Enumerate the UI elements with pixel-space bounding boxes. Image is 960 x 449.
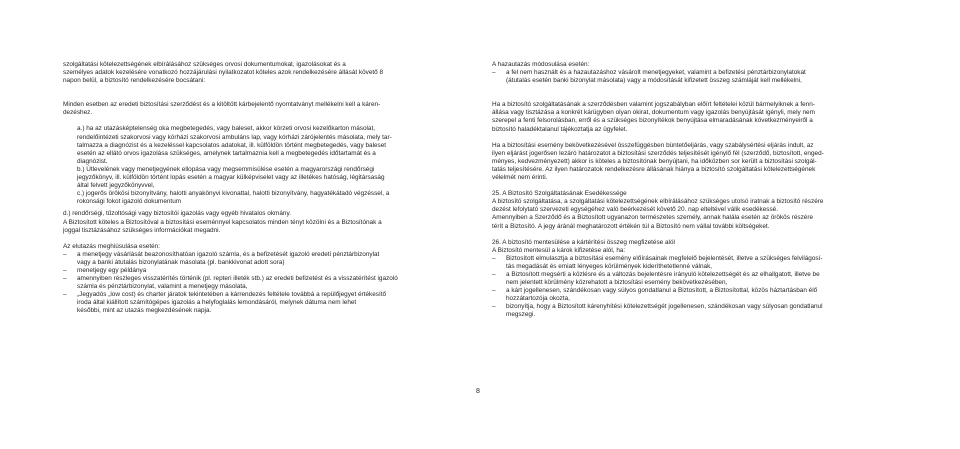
list-item-line: megszegi. bbox=[506, 311, 536, 319]
list-item-line: későbbi, mint az utazás megkezdésének napja. bbox=[77, 307, 212, 315]
list-item bbox=[492, 287, 902, 303]
item-b-line: által felvett jegyzőkönyvvel, bbox=[77, 182, 155, 190]
list-item bbox=[63, 251, 473, 267]
para-line: dezést lefolytató szervezeti egységéhez való beérkezését követő 20. nap elteltével válik esedékessé. bbox=[492, 206, 778, 214]
list-item-line: – „Jegyadós „low cost) és charter járatok tekintetében a kárrendezés feltétele továbbá a repülőjegyet értékesítő bbox=[77, 291, 387, 299]
para-line: A biztosító szolgáltatása, a szolgáltatási kötelezettségének elbírálásához szükséges utolsó iratnak a biztosító részére bbox=[492, 198, 824, 206]
list-item-line: nem jelentett körülmény közrehatott a biztosítási esemény bekövetkezésében, bbox=[506, 279, 728, 287]
page-number: 8 bbox=[476, 388, 480, 395]
list-item bbox=[492, 271, 902, 287]
intro-line: napon belül, a biztosító rendelkezésére bocsátani: bbox=[63, 77, 206, 85]
list-item-line: – Biztosított elmulasztja a biztosítási esemény előírásainak megfelelő bejelentését, illetve a szükséges felvilágosí- bbox=[506, 254, 823, 262]
list-item-line: – a Biztosított megsérti a közlésre és a változás bejelentésre irányuló kötelezettségét és az elhallgatott, illetve be bbox=[506, 270, 820, 278]
every-case-line: dezéshez. bbox=[63, 109, 93, 117]
list-item-line: számla és pénztárbizonylat, valamint a menetjegy másolata, bbox=[77, 283, 248, 291]
item-a-line: talmazza a diagnózist és a kezeléssel kapcsolatos adatokat, ill. külföldön történt megbetegedés, vagy baleset bbox=[77, 141, 387, 149]
list-item bbox=[63, 291, 473, 315]
para-line: állása vagy tisztázása a konkrét kárügyben olyan okirat, dokumentum vagy igazolás benyújtását igényli, mely nem bbox=[492, 109, 815, 117]
list-item bbox=[492, 303, 902, 319]
list-item bbox=[492, 255, 902, 271]
para-line: Ha a biztosítási esemény bekövetkezésével összefüggésben büntetőeljárás, vagy szabálysértési eljárás indult, az bbox=[492, 141, 814, 149]
para-line: vélelmét nem érinti. bbox=[492, 174, 548, 182]
para-line: szerepel a fenti felsorolásban, erről és a szükséges bizonyítékok benyújtása elmaradásának következményeiről a bbox=[492, 117, 813, 125]
para-line: térít a Biztosító. A jegy áránál meghatározott értékén túl a Biztosító nem vállal további költségeket. bbox=[492, 222, 770, 230]
list-item bbox=[63, 275, 473, 291]
section-26-title: 26. A biztosító mentesülése a kártérítési összeg megfizetése alól bbox=[492, 238, 675, 246]
list-item-line: – bizonyítja, hogy a Biztosított kárenyhítési kötelezettségét jogellenesen, szándékosan vagy súlyosan gondatlanul bbox=[506, 303, 823, 311]
intro-line: személyes adatok kezelésére vonatkozó hozzájárulási nyilatkozatot köteles azok rendelkezésére állását követő 8 bbox=[63, 69, 384, 77]
item-a-line: a.) ha az utazásképtelenség oka megbetegedés, vagy baleset, akkor körzeti orvosi kezelőkarton másolat, bbox=[77, 125, 376, 133]
right-column bbox=[492, 61, 902, 320]
list-item-line: (átutalás esetén banki bizonylat másolata) vagy a módosítását kifizetett összeg számláját kell mellékelni, bbox=[506, 77, 802, 85]
item-a bbox=[63, 125, 473, 165]
list-item-line: vagy a banki átutalás bizonylatának másolata (pl. bankkivonat adott sora) bbox=[77, 258, 285, 266]
item-b-line: b.) Útlevelének vagy menetjegyének ellopása vagy megsemmisülése esetén a magyarországi rendőrségi bbox=[77, 165, 375, 173]
item-b-line: jegyzőkönyv, ill. külföldön történt lopás esetén a magyar külképviselet vagy az illetékes hatóság, légitársaság bbox=[77, 174, 385, 182]
list-item-line: – amennyiben részleges visszatérítés történik (pl. repteri illeték stb.) az eredeti befizetést és a visszatérítést igazoló bbox=[77, 275, 398, 283]
cancellation-title: Az elutazás meghiúsulása esetén: bbox=[63, 242, 160, 250]
item-c bbox=[63, 190, 473, 206]
item-d-line: d.) rendőrségi, tűzoltósági vagy biztosítói igazolás vagy egyéb hivatalos okmány. bbox=[63, 210, 291, 218]
item-d-line: joggal tisztázásához szükséges információkat megadni. bbox=[63, 226, 221, 234]
list-item-line: iroda által kiállított számítógépes igazolás a helyfoglalás lemondásáról, melynek dátuma nem lehet bbox=[77, 299, 357, 307]
para-line: biztosító haladéktalanul tájékoztatja az ügyfelet. bbox=[492, 125, 628, 133]
list-item bbox=[492, 69, 902, 85]
list-item bbox=[63, 267, 473, 275]
every-case-line: Minden esetben az eredeti biztosítási szerződést és a kitöltött kárbejelentő nyomtatványt mellékelni kell a káren- bbox=[63, 101, 381, 109]
para-line: ilyen eljárást jogerősen lezáró határozatot a biztosítási szerződés teljesítését igénylő fél (szerződő, biztosított, enged- bbox=[492, 149, 824, 157]
section-25-title: 25. A Biztosító Szolgáltatásának Esedékessége bbox=[492, 190, 627, 198]
para-line: ményes, kedvezményezett) akkor is köteles a biztosítónak benyújtani, ha időközben sor került a biztosítási szolgál- bbox=[492, 157, 817, 165]
item-a-line: esetén az ellátó orvos igazolása szükséges, amelynek tartalmaznia kell a megbetegedés időtartamát és a bbox=[77, 149, 376, 157]
item-a-line: rendelőintézeti szakorvosi vagy kórházi szakorvosi ambuláns lap, vagy kórházi zárójelentés másolata, mely tar- bbox=[77, 133, 392, 141]
para-line: Ha a biztosító szolgáltatásának a szerződésben valamint jogszabályban előírt feltételei közül bármelyiknek a fenn- bbox=[492, 101, 815, 109]
item-b bbox=[63, 166, 473, 190]
list-item-line: tás megadását és emiatt lényeges körülmények kideríthetetlenné válnak, bbox=[506, 262, 713, 270]
item-c-line: c.) jogerős örökösi bizonyítvány, halotti anyakönyvi kivonattal, halotti bizonyítvány, hagyatékátadó végzéssel, a bbox=[77, 190, 390, 198]
list-item-line: – menetjegy egy példánya bbox=[77, 266, 147, 274]
item-d-line: A Biztosított köteles a Biztosítóval a biztosítási eseménnyel kapcsolatos minden tényt közölni és a Biztosítónak a bbox=[63, 218, 382, 226]
list-item-line: hozzátartozója okozta, bbox=[506, 295, 570, 303]
return-title: A hazautazás módosulása esetén: bbox=[492, 61, 590, 68]
para-line: tatás teljesítésére. Az ilyen határozatok rendelkezésre állásának hiánya a biztosító szolgáltatási kötelezettségének bbox=[492, 165, 816, 173]
list-item-line: – a fel nem használt és a hazautazáshoz vásárolt menetjegyeket, valamint a befizetési pénztárbizonylatokat bbox=[506, 69, 806, 77]
item-a-line: diagnózist. bbox=[77, 157, 108, 165]
para-line: A Biztosító mentesül a károk kifizetése alól, ha: bbox=[492, 246, 626, 254]
list-item-line: – a kárt jogellenesen, szándékosan vagy súlyos gondatlanul a Biztosított, a Biztosítottal, közös háztartásban élő bbox=[506, 287, 818, 295]
list-item-line: – a menetjegy vásárlását beazonosíthatóan igazoló számla, és a befizetését igazoló eredeti pénztárbizonylat bbox=[77, 250, 380, 258]
item-c-line: rokonsági fokot igazoló dokumentum bbox=[77, 198, 182, 206]
intro-line: szolgáltatási kötelezettségének elbírálásához szükséges orvosi dokumentumokat, igazolásokat és a bbox=[63, 61, 346, 68]
para-line: Amennyiben a Szerződő és a Biztosított ugyanazon természetes személy, annak halála esetén az örökös részére bbox=[492, 214, 814, 222]
left-column bbox=[63, 61, 473, 316]
